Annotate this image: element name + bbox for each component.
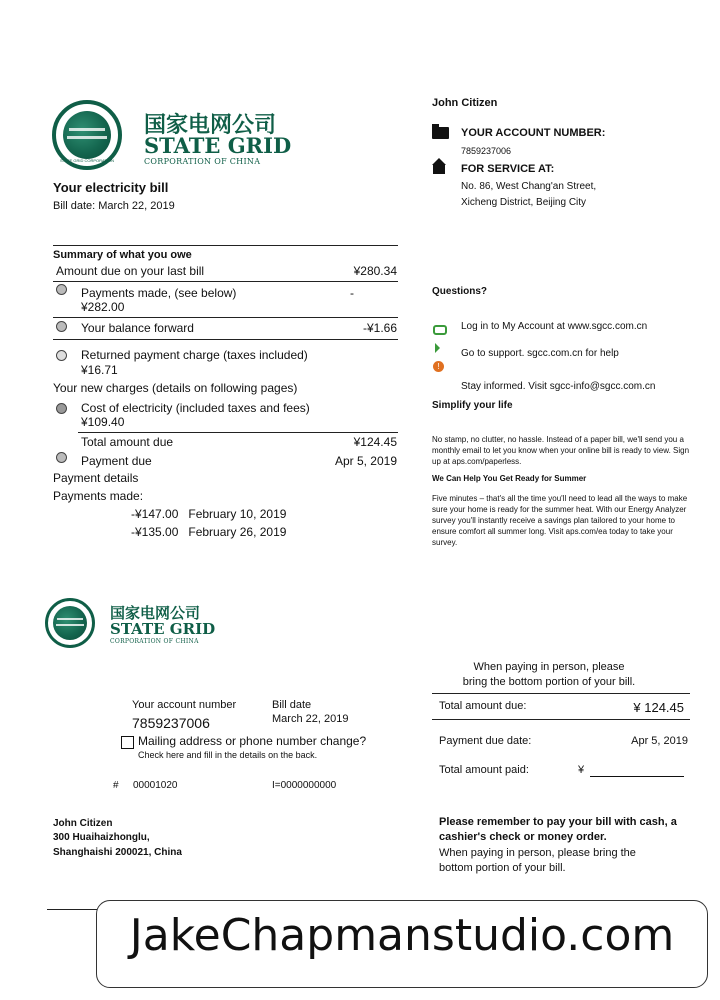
returned-charge-label: Returned payment charge (taxes included) — [81, 348, 308, 362]
bill-title: Your electricity bill — [53, 180, 169, 195]
in-person-line-1: When paying in person, please — [473, 661, 625, 673]
amount-paid-field[interactable] — [590, 776, 684, 777]
payment-details-label: Payment details — [53, 471, 139, 485]
simplify-text: No stamp, no clutter, no hassle. Instead of a paper bill, we'll send you a monthly email to let you know when your online bill is ready to view. Sign up at aps.com/paperless. — [432, 435, 690, 466]
brand-corporation: CORPORATION OF CHINA — [144, 157, 261, 166]
questions-heading: Questions? — [432, 286, 488, 297]
logo-top — [52, 100, 132, 170]
balance-bullet-icon — [56, 321, 67, 332]
alert-icon: ! — [433, 361, 444, 372]
globe-icon-bottom — [53, 606, 87, 640]
payments-made-value: - — [350, 286, 354, 300]
login-line[interactable]: Log in to My Account at www.sgcc.com.cn — [461, 321, 648, 332]
stub-due-date-value: Apr 5, 2019 — [631, 735, 688, 747]
stub-bill-date-label: Bill date — [272, 699, 312, 711]
chat-icon — [433, 325, 447, 335]
remember-text: When paying in person, please bring the bottom portion of your bill. — [439, 847, 636, 874]
payments-made-amount: ¥282.00 — [81, 300, 125, 314]
payment-due-label: Payment due — [81, 454, 152, 468]
stub-due-date-label: Payment due date: — [439, 735, 532, 747]
cost-electricity-label: Cost of electricity (included taxes and fees) — [81, 401, 310, 415]
code-hash: # — [113, 780, 119, 791]
folder-icon — [432, 127, 449, 139]
address-change-checkbox[interactable] — [121, 736, 134, 749]
stub-account-number: 7859237006 — [132, 715, 210, 731]
total-due-label: Total amount due — [81, 435, 174, 449]
balance-forward-label: Your balance forward — [81, 321, 194, 335]
payment-due-value: Apr 5, 2019 — [334, 454, 397, 468]
code-1: 00001020 — [133, 780, 178, 791]
stub-paid-label: Total amount paid: — [439, 764, 529, 776]
payment-due-bullet-icon — [56, 452, 67, 463]
total-due-value: ¥124.45 — [353, 435, 397, 449]
last-bill-label: Amount due on your last bill — [56, 264, 205, 278]
last-bill-value: ¥280.34 — [353, 264, 397, 278]
cursor-icon — [435, 343, 440, 353]
simplify-heading: Simplify your life — [432, 400, 513, 411]
new-charges-label: Your new charges (details on following pages) — [53, 381, 298, 395]
stub-total-due-label: Total amount due: — [439, 700, 527, 712]
remember-bold: Please remember to pay your bill with cash, a cashier's check or money order. — [439, 816, 677, 843]
returned-bullet-icon — [56, 350, 67, 361]
summer-text: Five minutes – that's all the time you'll need to lead all the ways to make sure your home is ready for the summer heat. With our Energy Analyzer survey you'll instantly receive a savings plan tailored to your home to ensure comfort all summer long. Visit aps.com/ea today to take your survey. — [432, 494, 688, 547]
mail-line-1: 300 Huaihaizhonglu, — [53, 832, 150, 843]
globe-icon — [63, 111, 111, 159]
payments-made-label: Payments made, (see below) — [81, 286, 237, 300]
code-2: I=0000000000 — [272, 780, 337, 791]
logo-seal-text: STATE GRID CORPORATION — [59, 158, 114, 163]
payments-bullet-icon — [56, 284, 67, 295]
service-address-2: Xicheng District, Beijing City — [461, 197, 587, 208]
payment-line-1: -¥147.00 February 10, 2019 — [131, 507, 287, 521]
logo-bottom — [45, 598, 101, 648]
stub-total-due-value: ¥ 124.45 — [633, 700, 684, 715]
brand-name-cn: 国家电网公司 — [144, 113, 277, 138]
stay-informed-line[interactable]: Stay informed. Visit sgcc-info@sgcc.com.cn — [461, 381, 656, 392]
payment-line-2: -¥135.00 February 26, 2019 — [131, 525, 287, 539]
returned-charge-amount: ¥16.71 — [81, 363, 118, 377]
watermark-text: JakeChapmanstudio.com — [129, 910, 675, 961]
stub-bill-date: March 22, 2019 — [272, 713, 349, 725]
brand-name-cn-bottom: 国家电网公司 — [110, 604, 201, 622]
in-person-line-2: bring the bottom portion of your bill. — [462, 676, 636, 688]
summer-heading: We Can Help You Get Ready for Summer — [432, 474, 587, 483]
mail-name: John Citizen — [53, 818, 113, 829]
support-line[interactable]: Go to support. sgcc.com.cn for help — [461, 348, 619, 359]
service-at-label: FOR SERVICE AT: — [461, 163, 555, 175]
bill-date: Bill date: March 22, 2019 — [53, 200, 175, 212]
stub-account-label: Your account number — [132, 699, 237, 711]
cost-electricity-amount: ¥109.40 — [81, 415, 125, 429]
service-address-1: No. 86, West Chang'an Street, — [461, 181, 597, 192]
house-icon — [433, 164, 445, 174]
customer-name: John Citizen — [432, 97, 498, 109]
payments-made-heading: Payments made: — [53, 489, 144, 503]
stub-paid-currency: ¥ — [578, 764, 585, 776]
brand-name-en: STATE GRID — [144, 133, 292, 158]
address-change-label: Mailing address or phone number change? — [138, 734, 367, 748]
summary-heading: Summary of what you owe — [53, 249, 192, 261]
account-number-label: YOUR ACCOUNT NUMBER: — [461, 127, 606, 139]
mail-line-2: Shanghaishi 200021, China — [53, 847, 182, 858]
account-number: 7859237006 — [461, 146, 512, 156]
cost-bullet-icon — [56, 403, 67, 414]
brand-corporation-bottom: CORPORATION OF CHINA — [110, 638, 199, 645]
balance-forward-value: -¥1.66 — [362, 321, 397, 335]
address-change-sub: Check here and fill in the details on the back. — [138, 750, 318, 760]
brand-name-en-bottom: STATE GRID — [110, 620, 216, 638]
